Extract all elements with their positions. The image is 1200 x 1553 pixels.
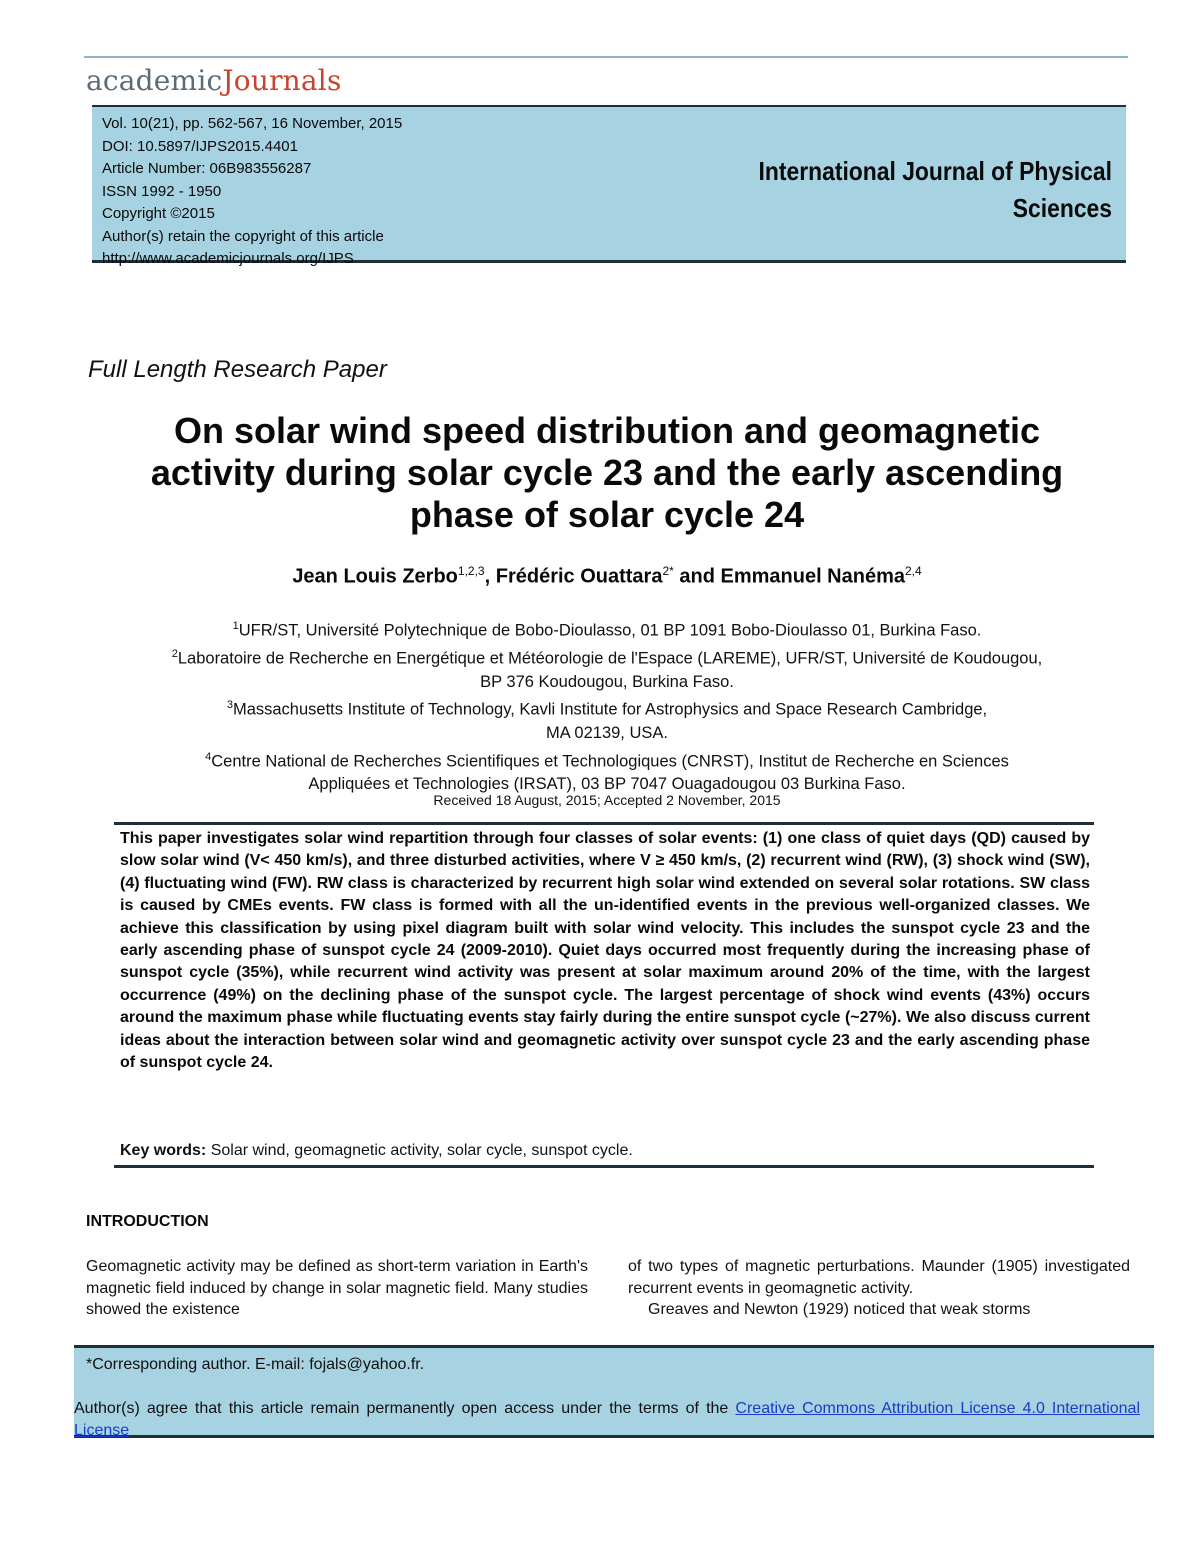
author-affiliation-sup: 2,4 <box>905 564 922 578</box>
license-link[interactable]: Creative Commons Attribution License 4.0 International License <box>74 1400 1140 1439</box>
affiliation-4-cont: Appliquées et Technologies (IRSAT), 03 BP 7047 Ouagadougou 03 Burkina Faso. <box>308 775 906 794</box>
intro-paragraph-continued: of two types of magnetic perturbations. Maunder (1905) investigated recurrent events in geomagnetic activity. <box>628 1258 1130 1297</box>
intro-paragraph: Geomagnetic activity may be defined as short-term variation in Earth's magnetic field induced by change in solar magnetic field. Many studies showed the existence <box>86 1258 588 1318</box>
title-line2: activity during solar cycle 23 and the early ascending <box>150 452 1064 493</box>
author-affiliation-sup: 2* <box>662 564 674 578</box>
affiliation-2-cont: BP 376 Koudougou, Burkina Faso. <box>480 672 734 691</box>
affiliation-text: Centre National de Recherches Scientifiques et Technologiques (CNRST), Institut de Recherche en Sciences <box>211 752 1009 771</box>
author-name: Frédéric Ouattara <box>495 565 663 588</box>
footer-notes-box <box>74 1345 1154 1438</box>
meta-volume: Vol. 10(21), pp. 562-567, 16 November, 2015 <box>102 115 403 132</box>
article-header-box <box>92 105 1126 267</box>
affiliation-text: UFR/ST, Université Polytechnique de Bobo-Dioulasso, 01 BP 1091 Bobo-Dioulasso 01, Burkina Faso. <box>238 621 982 640</box>
open-access-text: Author(s) agree that this article remain permanently open access under the terms of the <box>74 1400 736 1417</box>
journal-name-line1: International Journal of Physical <box>758 156 1112 186</box>
intro-paragraph: Greaves and Newton (1929) noticed that weak storms <box>648 1301 1031 1318</box>
affiliation-number: 3 <box>226 699 233 712</box>
meta-doi: DOI: 10.5897/IJPS2015.4401 <box>102 137 298 155</box>
affiliation-number: 1 <box>232 620 239 632</box>
open-access-statement <box>74 1398 1140 1442</box>
abstract-top-rule <box>114 822 1094 825</box>
meta-copyright: Copyright ©2015 <box>102 205 215 222</box>
meta-issn: ISSN 1992 - 1950 <box>102 182 222 200</box>
affiliation-3 <box>84 694 1130 722</box>
affiliation-number: 2 <box>171 647 178 660</box>
title-line1: On solar wind speed distribution and geomagnetic <box>173 410 1041 451</box>
top-rule <box>84 56 1128 58</box>
intro-column-left <box>86 1256 588 1321</box>
keywords-label: Key words: <box>120 1142 207 1159</box>
author-name: Jean Louis Zerbo <box>292 565 458 588</box>
affiliation-1 <box>84 615 1130 643</box>
title-line3: phase of solar cycle 24 <box>409 494 805 535</box>
affiliations <box>84 615 1130 797</box>
section-heading-introduction: INTRODUCTION <box>86 1213 209 1230</box>
article-metadata <box>102 113 402 271</box>
keywords-text: Solar wind, geomagnetic activity, solar cycle, sunspot cycle. <box>206 1142 633 1159</box>
intro-column-right <box>628 1256 1130 1321</box>
author-separator: and <box>673 565 721 588</box>
corresponding-author: *Corresponding author. E-mail: fojals@yahoo.fr. <box>86 1356 425 1373</box>
journal-name <box>725 153 1112 227</box>
affiliation-number: 4 <box>205 750 212 763</box>
author-list <box>84 564 1130 589</box>
meta-url[interactable]: http://www.academicjournals.org/IJPS <box>102 250 354 267</box>
paper-title <box>84 410 1130 536</box>
affiliation-text: Massachusetts Institute of Technology, Kavli Institute for Astrophysics and Space Research Cambridge, <box>232 700 988 719</box>
logo-journals: Journals <box>222 64 342 97</box>
keywords <box>120 1142 1090 1160</box>
publisher-logo <box>86 64 342 97</box>
meta-article-number: Article Number: 06B983556287 <box>102 160 312 177</box>
author-name: Emmanuel Nanéma <box>720 565 905 588</box>
received-dates: Received 18 August, 2015; Accepted 2 November, 2015 <box>433 792 781 808</box>
affiliation-4 <box>84 746 1130 774</box>
affiliation-text: Laboratoire de Recherche en Energétique et Météorologie de l'Espace (LAREME), UFR/ST, Université de Koudougou, <box>177 649 1043 668</box>
journal-name-line2: Sciences <box>1012 193 1112 223</box>
abstract: This paper investigates solar wind repartition through four classes of solar events: (1) one class of quiet days (QD) caused by slow solar wind (V< 450 km/s), and three disturbed activities, where V ≥ 450 km/s, (2) recurrent wind (RW), (3) shock wind (SW), (4) fluctuating wind (FW). RW class is characterized by recurrent high solar wind extended on several solar rotations. SW class is caused by CMEs events. FW class is formed with all the un-identified events in the previous well-organized classes. We achieve this classification by using pixel diagram built with solar wind velocity. This includes the sunspot cycle 23 and the early ascending phase of sunspot cycle 24 (2009-2010). Quiet days occurred most frequently during the increasing phase of sunspot cycle (35%), while recurrent wind activity was present at solar maximum around 20% of the time, with the largest occurrence (49%) on the declining phase of the sunspot cycle. The largest percentage of shock wind events (43%) occurs around the maximum phase while fluctuating events stay fairly during the entire sunspot cycle (~27%). We also discuss current ideas about the interaction between solar wind and geomagnetic activity over sunspot cycle 23 and the early ascending phase of sunspot cycle 24. <box>120 830 1090 1072</box>
affiliation-2 <box>84 643 1130 671</box>
author-affiliation-sup: 1,2,3 <box>457 564 485 578</box>
abstract-bottom-rule <box>114 1165 1094 1168</box>
author-separator: , <box>484 565 496 588</box>
logo-academic: academic <box>86 64 223 97</box>
paper-type: Full Length Research Paper <box>88 356 387 383</box>
affiliation-3-cont: MA 02139, USA. <box>546 724 668 743</box>
meta-rights: Author(s) retain the copyright of this article <box>102 227 384 245</box>
